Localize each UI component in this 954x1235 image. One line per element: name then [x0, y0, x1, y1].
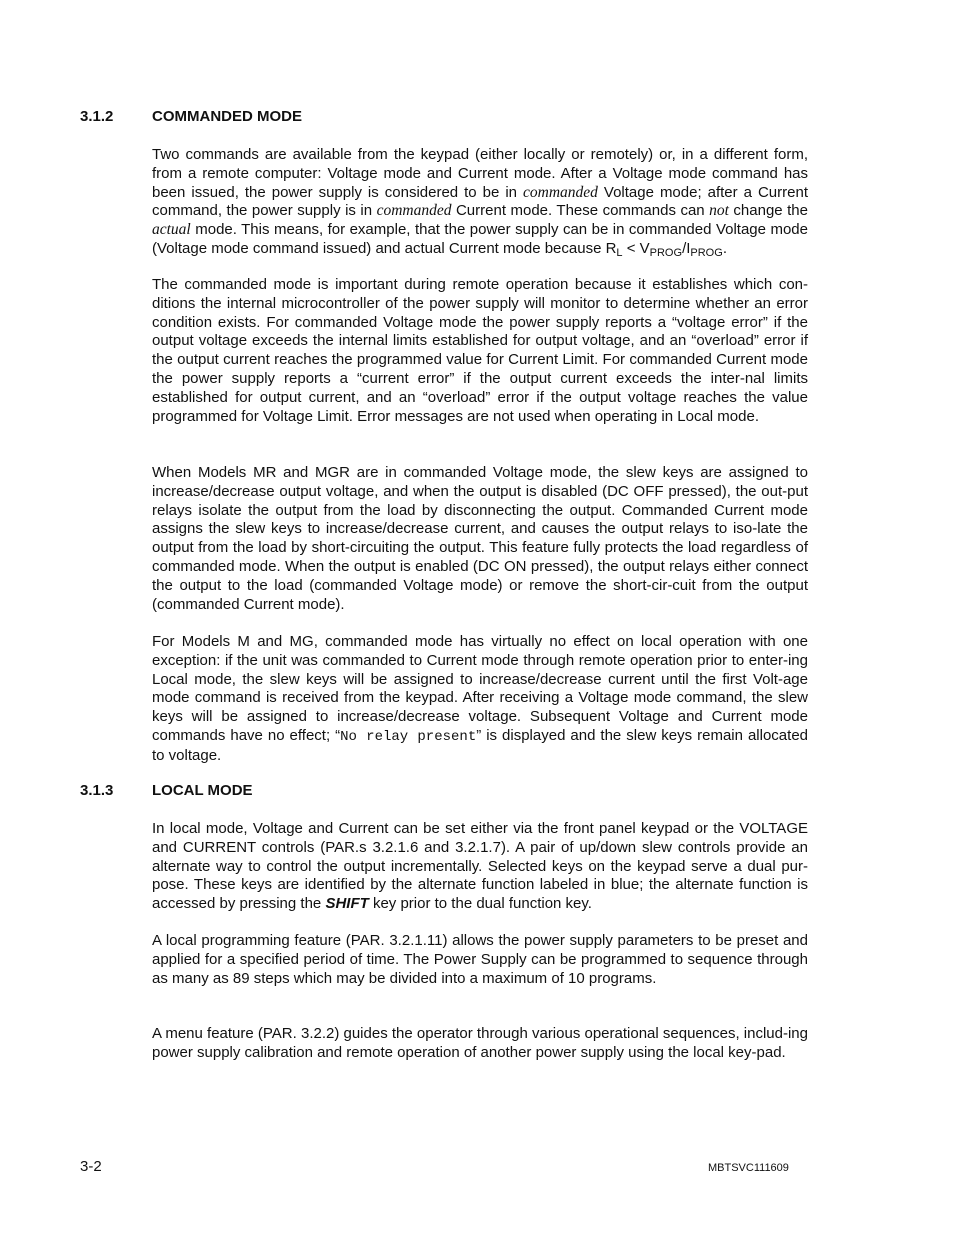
paragraph-mr-mgr-relays: When Models MR and MGR are in commanded Voltage mode, the slew keys are assigned to increase/decrease output voltage, and when the output is disabled (DC OFF pressed), the out-put relays isolate the output from the load by disconnecting the output. Commanded Current mode assigns the slew keys to increase/decrease current, and causes the output relays to iso-late the output from the load by short-circuiting the output. This feature fully protects the load regardless of commanded mode. When the output is enabled (DC ON pressed), the output relays either connect the output to the load (commanded Voltage mode) or remove the short-cir-cuit from the output (commanded Current mode). — [152, 464, 808, 613]
subscript: PROG — [690, 246, 723, 259]
text-run: ” is displayed and the slew keys remain allocated to voltage. — [152, 726, 809, 764]
document-code: MBTSVC111609 — [708, 1162, 789, 1174]
display-message: No relay present — [340, 728, 477, 745]
section-heading-3-1-2 — [80, 108, 302, 125]
text-run: In local mode, Voltage and Current can be set either via the front panel keypad or the VOLTAGE and CURRENT controls (PAR.s 3.2.1.6 and 3.2.1.7). A pair of up/down slew controls provide an alternate way to control the output incrementally. Selected keys on the keypad serve a dual pur-pose. These keys are identified by the alternate function labeled in blue; the alternate function is accessed by pressing the — [152, 820, 808, 913]
paragraph-menu-feature: A menu feature (PAR. 3.2.2) guides the operator through various operational sequences, includ-ing power supply calibration and remote operation of another power supply using the local key-pad. — [152, 1025, 808, 1061]
text-run: key prior to the dual function key. — [368, 895, 592, 913]
text-run: . — [722, 239, 727, 257]
section-number: 3.1.3 — [80, 782, 114, 799]
page-number: 3-2 — [80, 1158, 102, 1175]
text-run: mode. This means, for example, that the power supply can be in commanded Voltage mode (Voltage mode command issued) and actual Current mode because R — [152, 221, 808, 257]
text-run: /I — [682, 239, 691, 257]
subscript: PROG — [649, 246, 683, 259]
shift-key-label: SHIFT — [325, 895, 369, 913]
section-title: LOCAL MODE — [152, 782, 253, 799]
emphasis-actual: actual — [152, 221, 191, 239]
text-run: Two commands are available from the keypad (either locally or remotely) or, in a different form, from a remote computer: Voltage mode and Current mode. After a Voltage mode command has been issued, the power supply is considered to be in — [152, 146, 808, 201]
paragraph-m-mg-local — [152, 633, 808, 766]
paragraph-local-mode — [152, 820, 808, 914]
text-run: < V — [622, 239, 650, 257]
emphasis-not: not — [709, 202, 729, 220]
emphasis-commanded: commanded — [523, 183, 598, 201]
text-run: Voltage mode; after a Current command, the power supply is in — [152, 183, 808, 220]
paragraph-remote-errors: The commanded mode is important during remote operation because it establishes which con-ditions the internal microcontroller of the power supply will monitor to determine whether an error condition exists. For commanded Voltage mode the power supply reports a “voltage error” if the output voltage exceeds the internal limits established for output voltage, and an “overload” error if the output current reaches the programmed value for Current Limit. For commanded Current mode the power supply reports a “current error” if the output current exceeds the inter-nal limits established for output current, and an “overload” error if the output voltage reaches the value programmed for Voltage Limit. Error messages are not used when operating in Local mode. — [152, 276, 808, 425]
emphasis-commanded: commanded — [376, 202, 452, 220]
section-title: COMMANDED MODE — [152, 108, 302, 125]
section-heading-3-1-3 — [80, 782, 253, 799]
paragraph-local-programming: A local programming feature (PAR. 3.2.1.11) allows the power supply parameters to be preset and applied for a specified period of time. The Power Supply can be programmed to sequence through as many as 89 steps which may be divided into a maximum of 10 programs. — [152, 932, 808, 987]
subscript: L — [616, 246, 623, 259]
text-run: Current mode. These commands can — [451, 202, 710, 220]
text-run: For Models M and MG, commanded mode has virtually no effect on local operation with one exception: if the unit was commanded to Current mode through remote operation prior to enter-ing Local mode, the slew keys will be assigned to increase/decrease current until the first Volt-age mode command is received from the keypad. After receiving a Voltage mode command, the slew keys will be assigned to increase/decrease voltage. Subsequent Voltage and Current mode commands have no effect; “ — [152, 633, 808, 744]
section-number: 3.1.2 — [80, 108, 114, 125]
text-run: change the — [728, 202, 808, 220]
paragraph-commands-overview — [152, 146, 808, 259]
